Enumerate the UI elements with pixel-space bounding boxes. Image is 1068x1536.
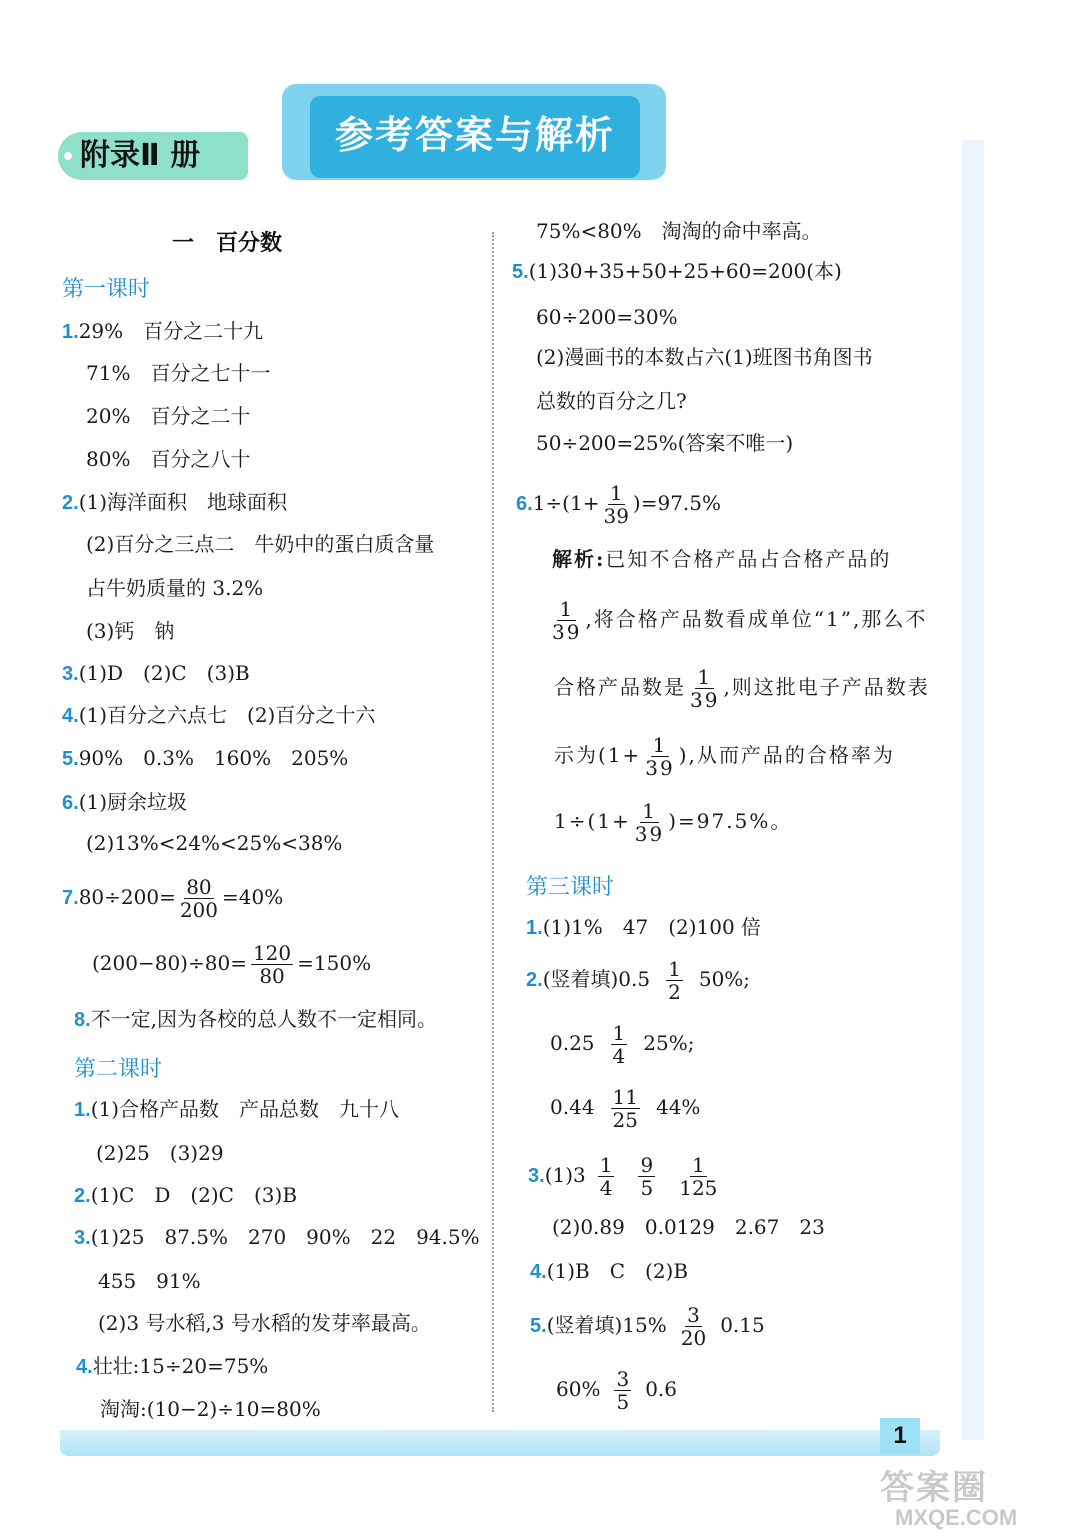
analysis-line	[554, 666, 930, 711]
answer-line: 壮壮:15÷20=75%	[92, 1354, 269, 1378]
fraction	[614, 1368, 631, 1413]
numerator: 9	[640, 1153, 654, 1177]
fraction	[611, 1086, 640, 1131]
denominator: 39	[603, 504, 629, 528]
column-divider	[492, 232, 494, 1412]
question-number: 4.	[62, 705, 79, 727]
equation-part: 80÷200=	[78, 885, 176, 909]
denominator: 20	[680, 1326, 707, 1350]
analysis-text: )=97.5%。	[668, 809, 793, 833]
numerator: 1	[612, 1021, 626, 1045]
equation-part: 44%	[655, 1095, 701, 1119]
equation-part: 0.15	[720, 1313, 765, 1337]
question-number: 1.	[526, 917, 543, 939]
denominator: 39	[645, 756, 675, 780]
numerator: 1	[559, 597, 575, 621]
appendix-tag: 附录Ⅱ 册	[58, 132, 248, 180]
answer-line	[92, 942, 371, 987]
denominator: 39	[634, 822, 665, 846]
tag-dot-icon	[64, 152, 72, 160]
page-edge-decoration	[962, 140, 984, 1440]
denominator: 5	[616, 1390, 630, 1414]
numerator: 3	[687, 1303, 700, 1327]
question-5	[512, 258, 842, 285]
question-number: 3.	[62, 663, 79, 685]
numerator: 120	[252, 941, 292, 965]
unit-title: 一 百分数	[172, 231, 283, 256]
question-number: 4.	[76, 1356, 93, 1378]
fraction	[552, 598, 581, 643]
fraction	[180, 876, 218, 921]
question-4	[530, 1258, 688, 1285]
fraction	[690, 666, 719, 711]
denominator: 25	[612, 1108, 638, 1132]
answer-line: 总数的百分之几?	[536, 389, 687, 413]
question-5	[530, 1304, 765, 1349]
lesson-heading-1: 第一课时	[62, 277, 151, 302]
equation-part: 0.44	[550, 1095, 595, 1119]
equation-part: (1)3	[544, 1163, 586, 1187]
answer-line: (2)13%<24%<25%<38%	[86, 831, 343, 855]
denominator: 200	[179, 898, 219, 922]
analysis-text: 示为(1+	[554, 743, 642, 767]
answer-line	[550, 1022, 694, 1067]
question-3	[74, 1224, 480, 1251]
question-3	[62, 660, 250, 687]
footer-band	[60, 1430, 940, 1456]
answer-line: (2)3 号水稻,3 号水稻的发芽率最高。	[98, 1311, 431, 1335]
analysis-text: 合格产品数是	[554, 675, 686, 699]
equation-part: (竖着填)0.5	[542, 967, 651, 991]
question-1	[74, 1096, 399, 1123]
answer-line: 75%<80% 淘淘的命中率高。	[536, 219, 822, 243]
answer-line: 71% 百分之七十一	[86, 361, 271, 385]
answer-line: (1)B C (2)B	[546, 1259, 689, 1283]
analysis-text: ),从而产品的合格率为	[678, 743, 895, 767]
fraction	[251, 942, 293, 987]
question-number: 5.	[512, 261, 529, 283]
question-7	[62, 876, 283, 921]
question-2	[526, 958, 750, 1003]
analysis-line	[552, 546, 891, 572]
question-6	[516, 482, 721, 527]
equation-part: )=97.5%	[632, 491, 722, 515]
numerator: 1	[642, 799, 657, 823]
question-number: 6.	[62, 792, 79, 814]
answer-line: (1)25 87.5% 270 90% 22 94.5%	[90, 1225, 480, 1249]
answer-line: 20% 百分之二十	[86, 404, 251, 428]
denominator: 39	[552, 620, 582, 644]
fraction	[681, 1304, 706, 1349]
answer-line	[550, 1086, 700, 1131]
answer-line: 不一定,因为各校的总人数不一定相同。	[90, 1007, 438, 1031]
fraction	[638, 1154, 655, 1199]
lesson-heading-2: 第二课时	[74, 1057, 163, 1082]
numerator: 80	[186, 875, 212, 899]
analysis-line	[554, 734, 895, 779]
equation-part: 60%	[556, 1377, 601, 1401]
page-number: 1	[880, 1418, 920, 1454]
answer-line	[556, 1368, 677, 1413]
question-2	[74, 1182, 297, 1209]
fraction	[666, 958, 683, 1003]
numerator: 1	[599, 1153, 613, 1177]
question-2	[62, 489, 287, 516]
question-5	[62, 745, 348, 772]
answer-line: (1)C D (2)C (3)B	[90, 1183, 298, 1207]
question-number: 2.	[62, 492, 79, 514]
numerator: 1	[668, 957, 681, 981]
equation-part: 50%;	[698, 967, 751, 991]
question-3	[528, 1154, 729, 1199]
question-number: 4.	[530, 1261, 547, 1283]
fraction	[679, 1154, 717, 1199]
numerator: 3	[616, 1367, 630, 1391]
equation-part: (竖着填)15%	[546, 1313, 667, 1337]
answer-line: (1)D (2)C (3)B	[78, 661, 250, 685]
equation-part: 0.25	[550, 1031, 595, 1055]
equation-part: =150%	[297, 951, 372, 975]
numerator: 1	[691, 1153, 705, 1177]
question-4	[76, 1353, 268, 1380]
analysis-text: ,则这批电子产品数表	[723, 675, 930, 699]
answer-line: (1)百分之六点七 (2)百分之十六	[78, 703, 376, 727]
numerator: 1	[697, 665, 713, 689]
answer-line: (1)30+35+50+25+60=200(本)	[528, 259, 842, 283]
analysis-label: 解析:	[552, 547, 606, 571]
answer-line: 80% 百分之八十	[86, 447, 251, 471]
denominator: 2	[668, 980, 681, 1004]
answer-line: 占牛奶质量的 3.2%	[86, 576, 264, 600]
answer-line: 455 91%	[98, 1269, 201, 1293]
denominator: 39	[690, 688, 720, 712]
analysis-line	[554, 800, 792, 845]
fraction	[603, 482, 628, 527]
numerator: 11	[612, 1085, 638, 1109]
equation-part: (200−80)÷80=	[92, 951, 247, 975]
analysis-text: ,将合格产品数看成单位“1”,那么不	[585, 607, 928, 631]
question-1	[62, 318, 263, 345]
denominator: 4	[612, 1044, 626, 1068]
question-number: 5.	[62, 748, 79, 770]
answer-line: (2)0.89 0.0129 2.67 23	[552, 1215, 825, 1239]
fraction	[645, 734, 674, 779]
answer-line: (3)钙 钠	[86, 619, 175, 643]
answer-line: (1)海洋面积 地球面积	[78, 490, 288, 514]
denominator: 125	[679, 1176, 718, 1200]
denominator: 4	[599, 1176, 613, 1200]
question-number: 1.	[62, 321, 79, 343]
question-6	[62, 789, 187, 816]
answer-line: (2)百分之三点二 牛奶中的蛋白质含量	[86, 532, 435, 556]
lesson-heading-3: 第三课时	[526, 875, 615, 900]
question-number: 2.	[526, 969, 543, 991]
numerator: 1	[652, 733, 668, 757]
answer-line: 90% 0.3% 160% 205%	[78, 746, 349, 770]
answer-line: 淘淘:(10−2)÷10=80%	[100, 1397, 321, 1421]
answer-line: (1)厨余垃圾	[78, 790, 188, 814]
answer-line: (2)漫画书的本数占六(1)班图书角图书	[536, 345, 873, 369]
analysis-text: 1÷(1+	[554, 809, 631, 833]
watermark-logo: 答案圈	[880, 1469, 988, 1507]
answer-line: (2)25 (3)29	[96, 1141, 224, 1165]
question-number: 2.	[74, 1185, 91, 1207]
question-number: 6.	[516, 493, 533, 515]
question-number: 1.	[74, 1099, 91, 1121]
equation-part: 0.6	[645, 1377, 677, 1401]
answer-line: (1)合格产品数 产品总数 九十八	[90, 1097, 400, 1121]
question-number: 7.	[62, 887, 79, 909]
answer-line: 60÷200=30%	[536, 305, 678, 329]
question-1	[526, 914, 761, 941]
answer-line: 29% 百分之二十九	[78, 319, 264, 343]
fraction	[635, 800, 664, 845]
question-8	[74, 1006, 437, 1033]
question-number: 3.	[74, 1227, 91, 1249]
analysis-text: 已知不合格产品占合格产品的	[605, 547, 892, 571]
question-4	[62, 702, 375, 729]
question-number: 8.	[74, 1009, 91, 1031]
page-title: 参考答案与解析	[310, 96, 640, 178]
question-number: 3.	[528, 1165, 545, 1187]
fraction	[598, 1154, 615, 1199]
question-number: 5.	[530, 1315, 547, 1337]
equation-part: 25%;	[643, 1031, 695, 1055]
answer-line: (1)1% 47 (2)100 倍	[542, 915, 762, 939]
fraction	[611, 1022, 628, 1067]
numerator: 1	[609, 481, 623, 505]
watermark-url: MXQE.COM	[895, 1505, 1018, 1530]
denominator: 80	[259, 964, 285, 988]
equation-part: 1÷(1+	[532, 491, 600, 515]
analysis-line	[548, 598, 927, 643]
denominator: 5	[640, 1176, 654, 1200]
answer-line: 50÷200=25%(答案不唯一)	[536, 431, 794, 455]
equation-part: =40%	[222, 885, 284, 909]
